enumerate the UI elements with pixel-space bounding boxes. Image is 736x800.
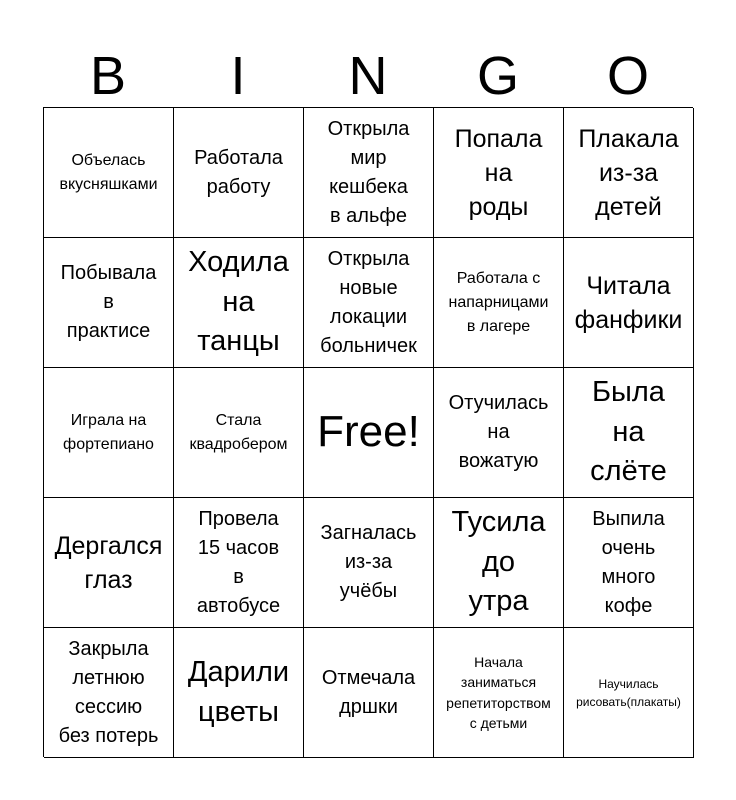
bingo-cell[interactable]: Отмечала дршки	[304, 628, 434, 758]
bingo-cell[interactable]: Была на слёте	[564, 368, 694, 498]
bingo-cell[interactable]: Начала заниматься репетиторством с детьми	[434, 628, 564, 758]
bingo-cell[interactable]: Читала фанфики	[564, 238, 694, 368]
bingo-cell[interactable]: Загналась из-за учёбы	[304, 498, 434, 628]
bingo-cell[interactable]: Работала с напарницами в лагере	[434, 238, 564, 368]
bingo-cell[interactable]: Ходила на танцы	[174, 238, 304, 368]
bingo-cell[interactable]: Работала работу	[174, 108, 304, 238]
bingo-title	[43, 44, 693, 108]
bingo-cell[interactable]: Дергался глаз	[44, 498, 174, 628]
bingo-cell[interactable]: Тусила до утра	[434, 498, 564, 628]
bingo-cell[interactable]: Объелась вкусняшками	[44, 108, 174, 238]
bingo-cell[interactable]: Побывала в практисе	[44, 238, 174, 368]
bingo-cell[interactable]: Провела 15 часов в автобусе	[174, 498, 304, 628]
bingo-cell[interactable]: Плакала из-за детей	[564, 108, 694, 238]
free-cell[interactable]: Free!	[304, 368, 434, 498]
bingo-cell[interactable]: Открыла новые локации больничек	[304, 238, 434, 368]
bingo-cell[interactable]: Научилась рисовать(плакаты)	[564, 628, 694, 758]
bingo-cell[interactable]: Попала на роды	[434, 108, 564, 238]
title-letter-n: N	[348, 46, 388, 106]
bingo-board	[43, 107, 693, 757]
title-letter-g: G	[476, 46, 519, 106]
bingo-cell[interactable]: Стала квадробером	[174, 368, 304, 498]
bingo-cell[interactable]: Отучилась на вожатую	[434, 368, 564, 498]
bingo-cell[interactable]: Открыла мир кешбека в альфе	[304, 108, 434, 238]
bingo-cell[interactable]: Выпила очень много кофе	[564, 498, 694, 628]
bingo-cell[interactable]: Закрыла летнюю сессию без потерь	[44, 628, 174, 758]
bingo-cell[interactable]: Играла на фортепиано	[44, 368, 174, 498]
bingo-cell[interactable]: Дарили цветы	[174, 628, 304, 758]
title-letter-i: I	[230, 46, 246, 106]
title-letter-o: O	[606, 46, 649, 106]
title-letter-b: B	[89, 46, 127, 106]
